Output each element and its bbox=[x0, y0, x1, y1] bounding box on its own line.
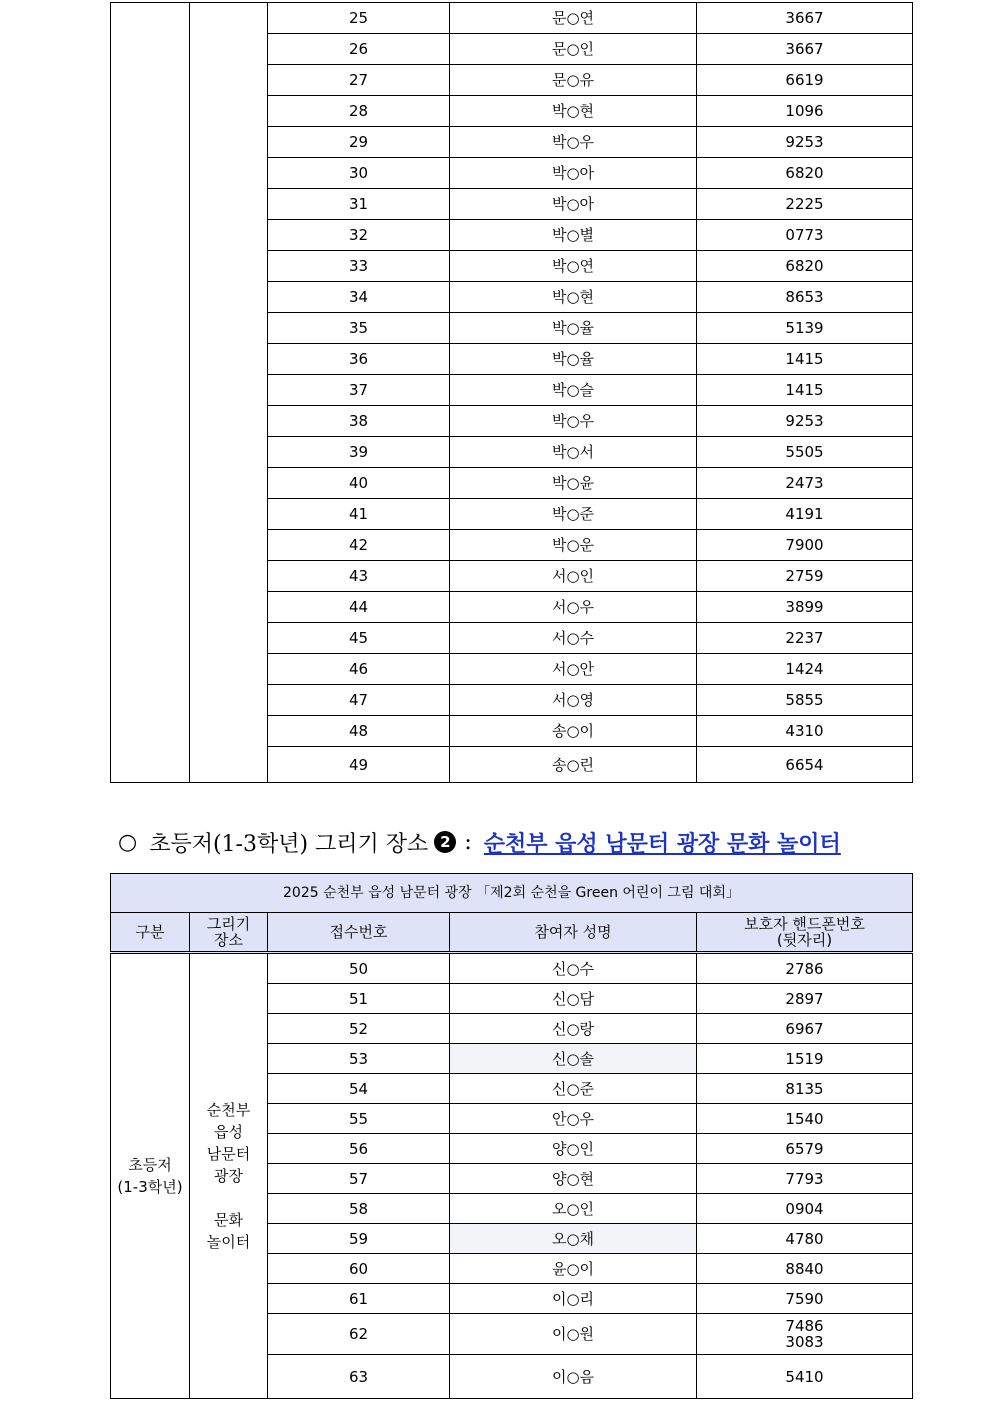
phone-cell: 2786 bbox=[697, 953, 913, 984]
participant-name-cell: 양○인 bbox=[450, 1134, 697, 1164]
receipt-no-cell: 53 bbox=[268, 1044, 450, 1074]
phone-cell: 1540 bbox=[697, 1104, 913, 1134]
receipt-no-cell: 44 bbox=[268, 592, 450, 623]
phone-cell: 8653 bbox=[697, 282, 913, 313]
receipt-no-cell: 36 bbox=[268, 344, 450, 375]
receipt-no-cell: 62 bbox=[268, 1314, 450, 1355]
receipt-no-cell: 49 bbox=[268, 747, 450, 783]
receipt-no-cell: 39 bbox=[268, 437, 450, 468]
phone-cell: 5410 bbox=[697, 1355, 913, 1399]
location-line: 광장 bbox=[214, 1167, 243, 1185]
header-category: 구분 bbox=[111, 913, 190, 953]
participant-name-cell: 박○연 bbox=[450, 251, 697, 282]
participant-name-cell: 박○율 bbox=[450, 344, 697, 375]
category-cell bbox=[111, 953, 190, 1399]
category-cell bbox=[111, 3, 190, 783]
header-phone bbox=[697, 913, 913, 953]
table-title-row bbox=[111, 874, 913, 913]
participant-name-cell: 송○린 bbox=[450, 747, 697, 783]
receipt-no-cell: 42 bbox=[268, 530, 450, 561]
receipt-no-cell: 30 bbox=[268, 158, 450, 189]
participant-name-cell: 문○인 bbox=[450, 34, 697, 65]
receipt-no-cell: 27 bbox=[268, 65, 450, 96]
participant-name-cell: 서○우 bbox=[450, 592, 697, 623]
receipt-no-cell: 58 bbox=[268, 1194, 450, 1224]
receipt-no-cell: 32 bbox=[268, 220, 450, 251]
phone-cell: 8840 bbox=[697, 1254, 913, 1284]
receipt-no-cell: 63 bbox=[268, 1355, 450, 1399]
participant-name-cell: 신○준 bbox=[450, 1074, 697, 1104]
phone-cell: 2225 bbox=[697, 189, 913, 220]
header-participant: 참여자 성명 bbox=[450, 913, 697, 953]
section-heading bbox=[118, 822, 841, 862]
participant-name-cell: 박○아 bbox=[450, 158, 697, 189]
phone-cell: 7900 bbox=[697, 530, 913, 561]
phone-cell: 2897 bbox=[697, 984, 913, 1014]
receipt-no-cell: 33 bbox=[268, 251, 450, 282]
location-line bbox=[190, 1187, 267, 1209]
receipt-no-cell: 60 bbox=[268, 1254, 450, 1284]
location-line: 놀이터 bbox=[206, 1233, 251, 1251]
receipt-no-cell: 28 bbox=[268, 96, 450, 127]
participant-name-cell: 안○우 bbox=[450, 1104, 697, 1134]
category-line1: 초등저 bbox=[128, 1156, 172, 1174]
section-colon: : bbox=[464, 829, 472, 855]
phone-cell: 5855 bbox=[697, 685, 913, 716]
phone-line1: 7486 bbox=[785, 1317, 824, 1335]
phone-cell: 0904 bbox=[697, 1194, 913, 1224]
location-line: 순천부 bbox=[206, 1101, 251, 1119]
location-name: 순천부 읍성 남문터 광장 문화 놀이터 bbox=[483, 831, 841, 857]
participant-name-cell: 송○이 bbox=[450, 716, 697, 747]
phone-cell: 6654 bbox=[697, 747, 913, 783]
receipt-no-cell: 56 bbox=[268, 1134, 450, 1164]
phone-cell: 2473 bbox=[697, 468, 913, 499]
phone-cell: 2237 bbox=[697, 623, 913, 654]
participant-name-cell: 박○아 bbox=[450, 189, 697, 220]
phone-cell: 1096 bbox=[697, 96, 913, 127]
receipt-no-cell: 46 bbox=[268, 654, 450, 685]
participant-name-cell: 박○윤 bbox=[450, 468, 697, 499]
location-cell bbox=[190, 953, 268, 1399]
receipt-no-cell: 54 bbox=[268, 1074, 450, 1104]
participant-name-cell: 오○채 bbox=[450, 1224, 697, 1254]
phone-cell bbox=[697, 1314, 913, 1355]
receipt-no-cell: 31 bbox=[268, 189, 450, 220]
participant-name-cell: 박○운 bbox=[450, 530, 697, 561]
phone-cell: 3667 bbox=[697, 3, 913, 34]
receipt-no-cell: 25 bbox=[268, 3, 450, 34]
phone-cell: 1415 bbox=[697, 344, 913, 375]
header-phone-line2: (뒷자리) bbox=[776, 931, 833, 949]
phone-cell: 6967 bbox=[697, 1014, 913, 1044]
section-prefix: 초등저(1-3학년) 그리기 장소 bbox=[149, 831, 429, 857]
participant-name-cell: 박○별 bbox=[450, 220, 697, 251]
phone-cell: 3899 bbox=[697, 592, 913, 623]
participant-name-cell: 박○현 bbox=[450, 282, 697, 313]
participant-name-cell: 이○음 bbox=[450, 1355, 697, 1399]
participant-name-cell: 문○연 bbox=[450, 3, 697, 34]
receipt-no-cell: 26 bbox=[268, 34, 450, 65]
participant-name-cell: 이○원 bbox=[450, 1314, 697, 1355]
receipt-no-cell: 55 bbox=[268, 1104, 450, 1134]
phone-cell: 6820 bbox=[697, 158, 913, 189]
participant-name-cell: 윤○이 bbox=[450, 1254, 697, 1284]
phone-cell: 7590 bbox=[697, 1284, 913, 1314]
participant-name-cell: 문○유 bbox=[450, 65, 697, 96]
phone-cell: 0773 bbox=[697, 220, 913, 251]
participant-name-cell: 신○담 bbox=[450, 984, 697, 1014]
table-row bbox=[111, 953, 913, 984]
participant-name-cell: 박○슬 bbox=[450, 375, 697, 406]
phone-cell: 4191 bbox=[697, 499, 913, 530]
receipt-no-cell: 43 bbox=[268, 561, 450, 592]
receipt-no-cell: 38 bbox=[268, 406, 450, 437]
participant-name-cell: 양○현 bbox=[450, 1164, 697, 1194]
receipt-no-cell: 34 bbox=[268, 282, 450, 313]
receipt-no-cell: 35 bbox=[268, 313, 450, 344]
receipt-no-cell: 50 bbox=[268, 953, 450, 984]
participant-name-cell: 신○수 bbox=[450, 953, 697, 984]
phone-cell: 5139 bbox=[697, 313, 913, 344]
phone-cell: 4310 bbox=[697, 716, 913, 747]
receipt-no-cell: 52 bbox=[268, 1014, 450, 1044]
receipt-no-cell: 51 bbox=[268, 984, 450, 1014]
phone-cell: 6820 bbox=[697, 251, 913, 282]
phone-cell: 1424 bbox=[697, 654, 913, 685]
phone-cell: 2759 bbox=[697, 561, 913, 592]
phone-cell: 4780 bbox=[697, 1224, 913, 1254]
location-line: 읍성 bbox=[214, 1123, 243, 1141]
participant-name-cell: 신○랑 bbox=[450, 1014, 697, 1044]
category-line2: (1-3학년) bbox=[117, 1178, 183, 1196]
header-receipt-no: 접수번호 bbox=[268, 913, 450, 953]
table-title: 2025 순천부 읍성 남문터 광장 「제2회 순천을 Green 어린이 그림 대회」 bbox=[111, 874, 913, 913]
participant-name-cell: 박○우 bbox=[450, 406, 697, 437]
location-number-badge: 2 bbox=[434, 831, 456, 853]
participant-name-cell: 박○우 bbox=[450, 127, 697, 158]
receipt-no-cell: 48 bbox=[268, 716, 450, 747]
phone-cell: 1415 bbox=[697, 375, 913, 406]
participant-name-cell: 신○솔 bbox=[450, 1044, 697, 1074]
phone-cell: 6579 bbox=[697, 1134, 913, 1164]
bullet-circle-icon: ○ bbox=[118, 829, 138, 855]
header-location-line2: 장소 bbox=[214, 931, 243, 949]
receipt-no-cell: 41 bbox=[268, 499, 450, 530]
participant-name-cell: 박○현 bbox=[450, 96, 697, 127]
participant-table-top bbox=[110, 2, 913, 783]
participant-name-cell: 박○준 bbox=[450, 499, 697, 530]
participant-name-cell: 서○영 bbox=[450, 685, 697, 716]
participant-table-bottom bbox=[110, 873, 913, 1399]
phone-cell: 3667 bbox=[697, 34, 913, 65]
table-row bbox=[111, 3, 913, 34]
receipt-no-cell: 40 bbox=[268, 468, 450, 499]
header-location-line1: 그리기 bbox=[206, 915, 251, 933]
phone-cell: 7793 bbox=[697, 1164, 913, 1194]
participant-name-cell: 서○안 bbox=[450, 654, 697, 685]
location-cell bbox=[190, 3, 268, 783]
participant-name-cell: 오○인 bbox=[450, 1194, 697, 1224]
receipt-no-cell: 37 bbox=[268, 375, 450, 406]
phone-cell: 9253 bbox=[697, 127, 913, 158]
header-phone-line1: 보호자 핸드폰번호 bbox=[744, 915, 865, 933]
table-header-row bbox=[111, 913, 913, 953]
receipt-no-cell: 61 bbox=[268, 1284, 450, 1314]
participant-name-cell: 박○율 bbox=[450, 313, 697, 344]
header-location bbox=[190, 913, 268, 953]
phone-cell: 8135 bbox=[697, 1074, 913, 1104]
participant-name-cell: 서○수 bbox=[450, 623, 697, 654]
receipt-no-cell: 47 bbox=[268, 685, 450, 716]
receipt-no-cell: 59 bbox=[268, 1224, 450, 1254]
participant-name-cell: 서○인 bbox=[450, 561, 697, 592]
participant-name-cell: 박○서 bbox=[450, 437, 697, 468]
phone-cell: 5505 bbox=[697, 437, 913, 468]
phone-cell: 6619 bbox=[697, 65, 913, 96]
participant-name-cell: 이○리 bbox=[450, 1284, 697, 1314]
phone-cell: 9253 bbox=[697, 406, 913, 437]
phone-cell: 1519 bbox=[697, 1044, 913, 1074]
location-line: 남문터 bbox=[206, 1145, 251, 1163]
receipt-no-cell: 57 bbox=[268, 1164, 450, 1194]
phone-line2: 3083 bbox=[785, 1333, 824, 1351]
receipt-no-cell: 45 bbox=[268, 623, 450, 654]
receipt-no-cell: 29 bbox=[268, 127, 450, 158]
location-line: 문화 bbox=[214, 1211, 243, 1229]
